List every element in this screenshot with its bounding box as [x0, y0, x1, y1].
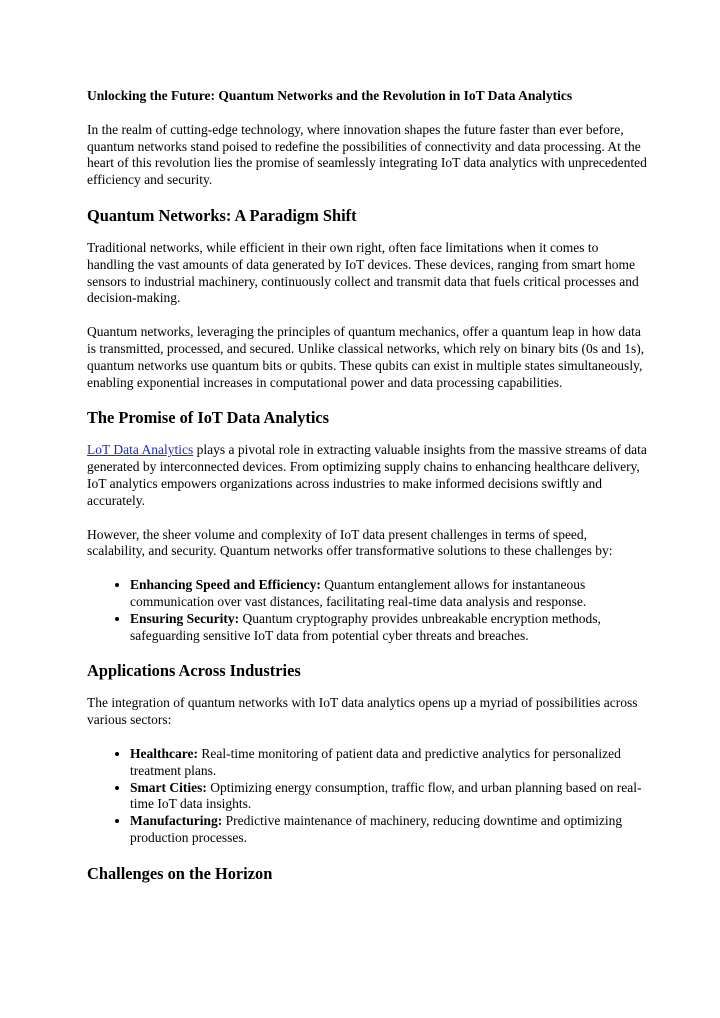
section-heading-challenges: Challenges on the Horizon	[87, 863, 273, 883]
section3-bullet-list	[87, 746, 647, 847]
list-item-text: Optimizing energy consumption, traffic flow, and urban planning based on real-time IoT data insights.	[130, 779, 642, 812]
list-item	[130, 813, 647, 847]
section2-bullet-list	[87, 577, 647, 644]
section3-paragraph-1: The integration of quantum networks with IoT data analytics opens up a myriad of possibilities across various sectors:	[87, 695, 638, 728]
document-title: Unlocking the Future: Quantum Networks and the Revolution in IoT Data Analytics	[87, 88, 573, 103]
list-item-text: Quantum entanglement allows for instantaneous communication over vast distances, facilitating real-time data analysis and response.	[130, 577, 587, 609]
section-heading-iot-analytics: The Promise of IoT Data Analytics	[87, 408, 330, 428]
section1-paragraph-2: Quantum networks, leveraging the principles of quantum mechanics, offer a quantum leap in how data is transmitted, processed, and secured. Unlike classical networks, which rely on binary bits (0s and 1s), quantum networks use quantum bits or qubits. These qubits can exist in multiple states simultaneously, enabling exponential increases in computational power and data processing capabilities.	[87, 324, 645, 390]
list-item-text: Real-time monitoring of patient data and predictive analytics for personalized treatment plans.	[130, 745, 621, 778]
section2-paragraph-1-text: plays a pivotal role in extracting valuable insights from the massive streams of data generated by interconnected devices. From optimizing supply chains to enhancing healthcare delivery, IoT analytics empowers organizations across industries to make informed decisions swiftly and accurately.	[87, 442, 647, 508]
list-item-term: Manufacturing:	[130, 813, 223, 829]
list-item	[130, 746, 647, 780]
list-item-term: Ensuring Security:	[130, 610, 240, 626]
section1-paragraph-1: Traditional networks, while efficient in their own right, often face limitations when it comes to handling the vast amounts of data generated by IoT devices. These devices, ranging from smart home sensors to industrial machinery, continuously collect and transmit data that fuels critical processes and decision-making.	[87, 239, 639, 306]
section-heading-quantum-networks: Quantum Networks: A Paradigm Shift	[87, 205, 357, 225]
list-item-text: Predictive maintenance of machinery, reducing downtime and optimizing production processes.	[130, 813, 623, 845]
list-item	[130, 780, 647, 814]
list-item-term: Smart Cities:	[130, 779, 207, 795]
list-item	[130, 577, 647, 611]
list-item-term: Healthcare:	[130, 745, 198, 761]
section2-paragraph-1	[87, 442, 647, 509]
document-body	[87, 88, 647, 898]
list-item	[130, 611, 647, 645]
section2-paragraph-2: However, the sheer volume and complexity of IoT data present challenges in terms of speed, scalability, and security. Quantum networks offer transformative solutions to these challenges by:	[87, 526, 613, 559]
iot-data-analytics-link[interactable]: LoT Data Analytics	[87, 442, 194, 458]
list-item-term: Enhancing Speed and Efficiency:	[130, 577, 321, 593]
intro-paragraph: In the realm of cutting-edge technology, where innovation shapes the future faster than ever before, quantum networks stand poised to redefine the possibilities of connectivity and data processing. At the heart of this revolution lies the promise of seamlessly integrating IoT data analytics with unprecedented efficiency and security.	[87, 121, 647, 188]
section-heading-applications: Applications Across Industries	[87, 661, 301, 681]
list-item-text: Quantum cryptography provides unbreakable encryption methods, safeguarding sensitive IoT data from potential cyber threats and breaches.	[130, 610, 601, 643]
